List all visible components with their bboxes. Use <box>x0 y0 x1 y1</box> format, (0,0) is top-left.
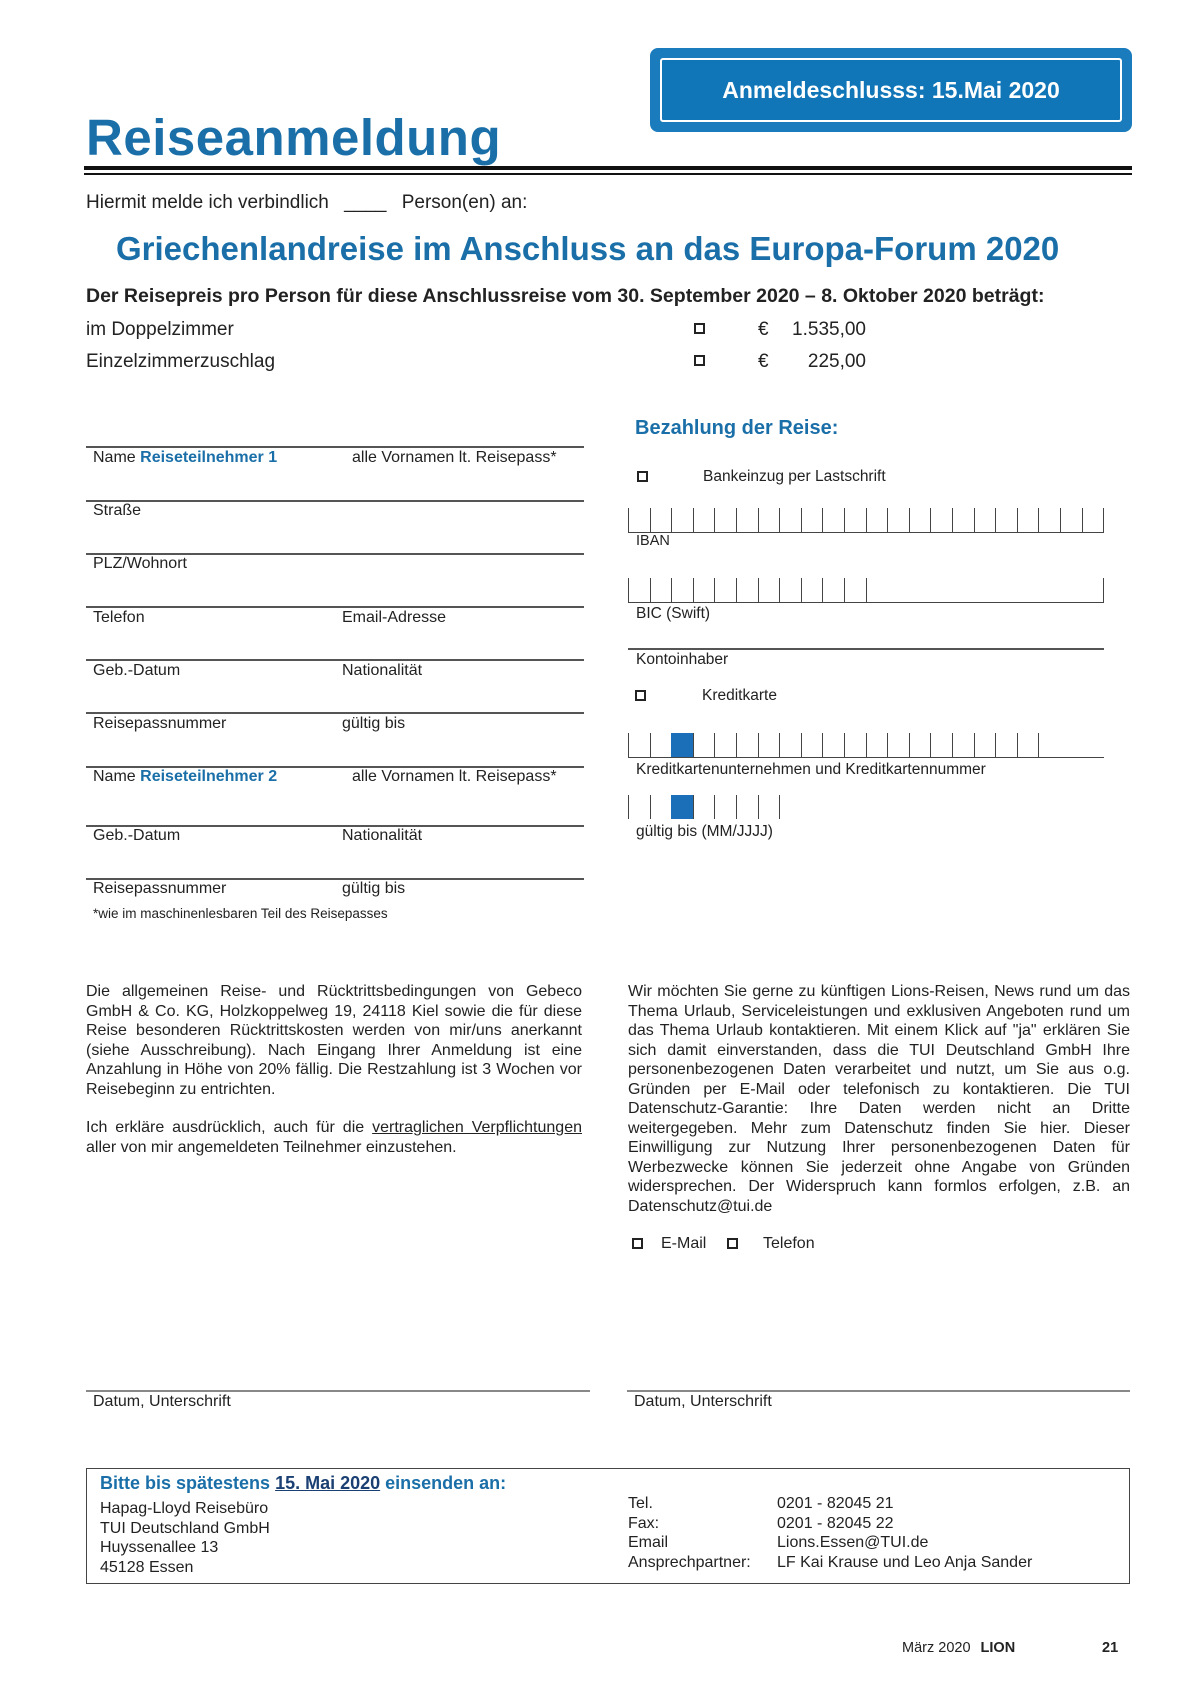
input-cell-divider <box>736 508 737 532</box>
payment-heading: Bezahlung der Reise: <box>635 417 839 439</box>
input-cell-divider <box>650 508 651 532</box>
checkbox-double[interactable] <box>694 323 705 334</box>
address-block <box>100 1499 270 1577</box>
input-cell-divider <box>974 733 975 757</box>
input-cell-divider <box>758 508 759 532</box>
input-cell-divider <box>887 508 888 532</box>
input-cell-divider <box>909 733 910 757</box>
name-1-highlight: Reiseteilnehmer 1 <box>140 449 278 466</box>
consent-phone-label: Telefon <box>763 1235 815 1252</box>
signature-line-left[interactable] <box>86 1390 590 1392</box>
terms-paragraph: Die allgemeinen Reise- und Rücktrittsbedingungen von Gebeco GmbH & Co. KG, Holzkoppelweg 19, 24118 Kiel sowie die für diese Reise besonderen Rücktrittskosten werden von mir/uns anerkannt (siehe Ausschreibung). Nach Eingang Ihrer Anmeldung ist eine Anzahlung in Höhe von 20% fällig. Die Restzahlung ist 3 Wochen vor Reisebeginn zu entrichten. <box>86 983 582 1098</box>
valid-2-field[interactable]: gültig bis <box>342 880 406 897</box>
price-currency-single: € <box>758 351 769 372</box>
birthdate-2-field[interactable]: Geb.-Datum <box>93 827 181 844</box>
send-to-deadline: 15. Mai 2020 <box>275 1473 381 1493</box>
checkbox-lastschrift[interactable] <box>637 471 648 482</box>
birthdate-1-field[interactable]: Geb.-Datum <box>93 662 181 679</box>
intro-prefix: Hiermit melde ich verbindlich <box>86 192 329 213</box>
input-cell-divider <box>1017 508 1018 532</box>
input-cell-divider <box>671 578 672 602</box>
obligation-paragraph <box>86 1118 582 1157</box>
intro-blank[interactable]: ____ <box>344 192 387 213</box>
field-line <box>86 712 584 714</box>
input-cell-divider <box>930 733 931 757</box>
account-holder-label: Kontoinhaber <box>636 651 729 668</box>
page-number: 21 <box>1102 1640 1119 1656</box>
input-cell-divider <box>1103 578 1104 602</box>
input-cell-filled <box>671 795 693 819</box>
consent-email-label: E-Mail <box>661 1235 707 1252</box>
input-cell-divider <box>866 578 867 602</box>
input-cell-divider <box>887 733 888 757</box>
lastschrift-label: Bankeinzug per Lastschrift <box>703 468 886 485</box>
checkbox-phone[interactable] <box>727 1238 738 1249</box>
input-cell-divider <box>952 733 953 757</box>
price-label-single: Einzelzimmerzuschlag <box>86 351 276 372</box>
page-footer <box>902 1640 1015 1656</box>
price-currency-double: € <box>758 319 769 340</box>
input-cell-divider <box>758 795 759 819</box>
bic-input[interactable] <box>628 578 1104 603</box>
input-cell-divider <box>736 578 737 602</box>
deadline-text: Anmeldeschlusss: 15.Mai 2020 <box>660 58 1122 122</box>
contact-label: Email <box>628 1534 669 1551</box>
input-cell-divider <box>801 508 802 532</box>
input-cell-divider <box>714 508 715 532</box>
input-cell-divider <box>801 733 802 757</box>
input-cell-divider <box>1060 508 1061 532</box>
field-line <box>86 446 584 448</box>
field-line <box>86 659 584 661</box>
name-1-label[interactable] <box>93 449 277 467</box>
magazine-name: LION <box>980 1640 1016 1656</box>
phone-field[interactable]: Telefon <box>93 609 145 626</box>
contact-phone: 0201 - 82045 21 <box>777 1495 894 1512</box>
name-1-prefix: Name <box>93 449 136 466</box>
price-heading: Der Reisepreis pro Person für diese Anschlussreise vom 30. September 2020 – 8. Oktober 2020 beträgt: <box>86 285 1045 307</box>
input-cell-divider <box>693 578 694 602</box>
street-field[interactable]: Straße <box>93 502 142 519</box>
valid-1-field[interactable]: gültig bis <box>342 715 406 732</box>
input-cell-divider <box>1038 733 1039 757</box>
input-cell-divider <box>995 733 996 757</box>
price-label-double: im Doppelzimmer <box>86 319 234 340</box>
input-cell-divider <box>650 733 651 757</box>
input-cell-divider <box>822 578 823 602</box>
input-cell-divider <box>909 508 910 532</box>
contact-label: Ansprechpartner: <box>628 1553 751 1571</box>
checkbox-creditcard[interactable] <box>635 690 646 701</box>
deadline-banner <box>650 48 1132 132</box>
iban-input[interactable] <box>628 508 1104 533</box>
address-line: 45128 Essen <box>100 1558 194 1576</box>
issue-date: März 2020 <box>902 1640 971 1656</box>
vornamen-1-label: alle Vornamen lt. Reisepass* <box>352 449 557 466</box>
trip-subtitle: Griechenlandreise im Anschluss an das Europa-Forum 2020 <box>116 230 1060 267</box>
creditcard-valid-input[interactable] <box>628 795 800 819</box>
title-rule-thin <box>84 173 1132 175</box>
title-rule <box>84 166 1132 170</box>
signature-line-right[interactable] <box>627 1390 1130 1392</box>
input-cell-filled <box>671 733 693 757</box>
vornamen-2-label: alle Vornamen lt. Reisepass* <box>352 768 557 785</box>
input-cell-divider <box>650 795 651 819</box>
bic-label: BIC (Swift) <box>636 605 711 622</box>
obligation-underline: vertraglichen Verpflichtungen <box>372 1119 582 1136</box>
input-cell-divider <box>844 733 845 757</box>
address-line: TUI Deutschland GmbH <box>100 1519 270 1537</box>
name-2-label[interactable] <box>93 768 277 786</box>
contact-labels <box>628 1494 751 1572</box>
intro-line <box>86 192 527 214</box>
input-cell-divider <box>779 578 780 602</box>
input-cell-divider <box>758 733 759 757</box>
input-cell-divider <box>952 508 953 532</box>
input-cell-divider <box>693 795 694 819</box>
input-cell-divider <box>628 795 629 819</box>
contact-label: Fax: <box>628 1514 660 1532</box>
send-to-heading-b: einsenden an: <box>380 1473 507 1493</box>
input-cell-divider <box>1017 733 1018 757</box>
name-2-prefix: Name <box>93 768 136 785</box>
input-cell-divider <box>758 578 759 602</box>
input-cell-divider <box>1103 508 1104 532</box>
input-cell-divider <box>1082 508 1083 532</box>
address-line: Hapag-Lloyd Reisebüro <box>100 1500 269 1517</box>
input-cell-divider <box>844 508 845 532</box>
name-2-highlight: Reiseteilnehmer 2 <box>140 768 278 785</box>
passport-1-field[interactable]: Reisepassnummer <box>93 715 227 732</box>
iban-label: IBAN <box>636 533 670 549</box>
input-cell-divider <box>714 795 715 819</box>
passport-2-field[interactable]: Reisepassnummer <box>93 880 227 897</box>
contact-label: Tel. <box>628 1495 653 1512</box>
creditcard-valid-label: gültig bis (MM/JJJJ) <box>636 823 773 840</box>
signature-label-left: Datum, Unterschrift <box>93 1393 231 1410</box>
input-cell-divider <box>650 578 651 602</box>
input-cell-divider <box>714 733 715 757</box>
checkbox-email[interactable] <box>632 1238 643 1249</box>
field-line <box>86 500 584 502</box>
page-title: Reiseanmeldung <box>86 109 502 166</box>
input-cell-divider <box>844 578 845 602</box>
address-line: Huyssenallee 13 <box>100 1539 219 1556</box>
input-cell-divider <box>822 508 823 532</box>
privacy-paragraph: Wir möchten Sie gerne zu künftigen Lions-Reisen, News rund um das Thema Urlaub, Serviceleistungen und exklusiven Angeboten rund um das Thema Urlaub kontaktieren. Mit einem Klick auf "ja" erklären Sie sich damit einverstanden, dass die TUI Deutschland GmbH Ihre personenbezogenen Daten verarbeitet und nutzt, um Sie aus o.g. Gründen per E-Mail oder telefonisch zu kontaktieren. Die TUI Datenschutz-Garantie: Ihre Daten werden nicht an Dritte weitergegeben. Mehr zum Datenschutz finden Sie hier. Dieser Einwilligung zur Nutzung Ihrer personenbezogenen Daten für Werbezwecke können Sie jederzeit ohne Angabe von Gründen widersprechen. Der Widerspruch kann formlos erfolgen, z.B. an Datenschutz@tui.de <box>628 983 1130 1215</box>
signature-label-right: Datum, Unterschrift <box>634 1393 772 1410</box>
input-cell-divider <box>822 733 823 757</box>
input-cell-divider <box>801 578 802 602</box>
creditcard-label: Kreditkarte <box>702 687 777 704</box>
input-cell-divider <box>866 508 867 532</box>
input-cell-divider <box>779 733 780 757</box>
input-cell-divider <box>974 508 975 532</box>
creditcard-number-input[interactable] <box>628 733 1104 758</box>
intro-suffix: Person(en) an: <box>401 192 528 213</box>
nationality-2-field[interactable]: Nationalität <box>342 827 423 844</box>
input-cell-divider <box>736 795 737 819</box>
input-cell-divider <box>930 508 931 532</box>
email-field[interactable]: Email-Adresse <box>342 609 447 626</box>
input-cell-divider <box>693 508 694 532</box>
input-cell-divider <box>779 795 780 819</box>
input-cell-divider <box>693 733 694 757</box>
nationality-1-field[interactable]: Nationalität <box>342 662 423 679</box>
plz-field[interactable]: PLZ/Wohnort <box>93 555 187 572</box>
contact-values <box>777 1494 1032 1572</box>
obligation-text-b: aller von mir angemeldeten Teilnehmer einzustehen. <box>86 1138 457 1156</box>
passport-footnote: *wie im maschinenlesbaren Teil des Reisepasses <box>93 906 388 921</box>
contact-fax: 0201 - 82045 22 <box>777 1514 894 1532</box>
price-amount-double: 1.535,00 <box>792 319 866 340</box>
input-cell-divider <box>671 508 672 532</box>
input-cell-divider <box>779 508 780 532</box>
creditcard-number-label: Kreditkartenunternehmen und Kreditkartennummer <box>636 761 986 778</box>
checkbox-single[interactable] <box>694 355 705 366</box>
contact-email[interactable]: Lions.Essen@TUI.de <box>777 1534 929 1551</box>
input-cell-divider <box>995 508 996 532</box>
field-line <box>86 606 584 608</box>
account-holder-line[interactable] <box>628 648 1104 650</box>
send-to-heading-a: Bitte bis spätestens <box>100 1473 276 1493</box>
input-cell-divider <box>628 578 629 602</box>
obligation-text-a: Ich erkläre ausdrücklich, auch für die <box>86 1119 373 1136</box>
input-cell-divider <box>628 733 629 757</box>
input-cell-divider <box>628 508 629 532</box>
price-amount-single: 225,00 <box>807 351 866 372</box>
input-cell-divider <box>736 733 737 757</box>
input-cell-divider <box>1038 508 1039 532</box>
input-cell-divider <box>714 578 715 602</box>
contact-person: LF Kai Krause und Leo Anja Sander <box>777 1553 1033 1571</box>
input-cell-divider <box>866 733 867 757</box>
send-to-heading <box>100 1473 506 1494</box>
